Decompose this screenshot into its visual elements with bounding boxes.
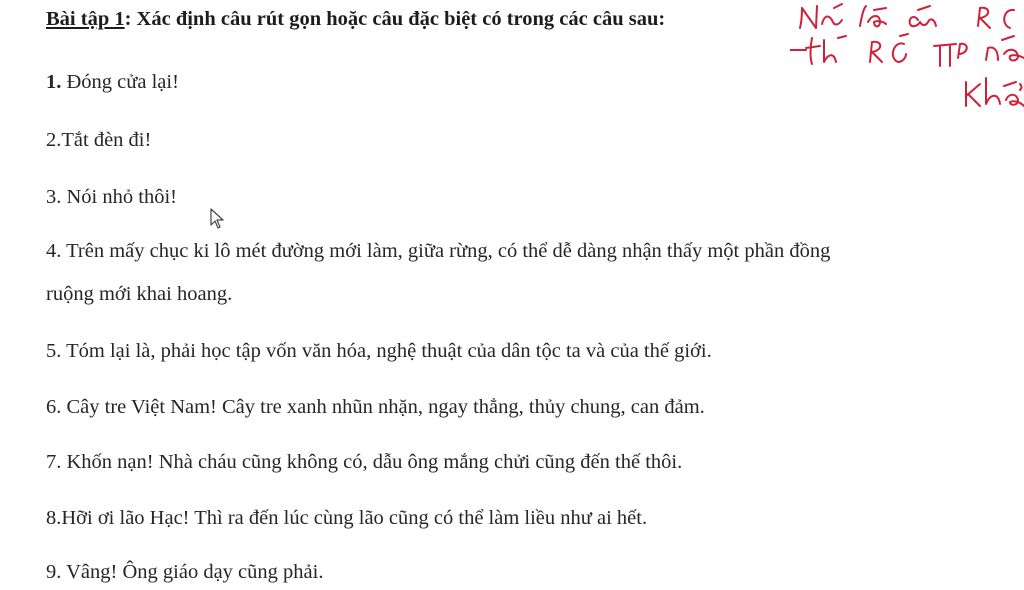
item-number: 5. bbox=[46, 340, 62, 362]
list-item bbox=[46, 129, 151, 152]
item-number: 4. bbox=[46, 240, 62, 262]
item-text: Trên mấy chục ki lô mét đường mới làm, giữa rừng, có thể dễ dàng nhận thấy một phần đồng bbox=[61, 240, 831, 262]
item-text: Cây tre Việt Nam! Cây tre xanh nhũn nhặn, ngay thẳng, thủy chung, can đảm. bbox=[61, 396, 705, 418]
item-number: 1. bbox=[46, 71, 62, 93]
item-number: 3. bbox=[46, 186, 62, 208]
mouse-pointer-icon bbox=[210, 208, 226, 230]
exercise-title-label: Bài tập 1 bbox=[46, 8, 125, 30]
item-text: Đóng cửa lại! bbox=[61, 71, 179, 93]
item-text: Tóm lại là, phải học tập vốn văn hóa, nghệ thuật của dân tộc ta và của thế giới. bbox=[61, 340, 712, 362]
list-item bbox=[46, 507, 647, 530]
item-text-continuation: ruộng mới khai hoang. bbox=[46, 283, 233, 305]
exercise-title bbox=[46, 8, 665, 31]
list-item bbox=[46, 71, 179, 94]
list-item-continuation bbox=[46, 283, 232, 306]
list-item bbox=[46, 451, 682, 474]
exercise-title-text: : Xác định câu rút gọn hoặc câu đặc biệt có trong các câu sau: bbox=[124, 8, 666, 30]
item-number: 7. bbox=[46, 451, 62, 473]
item-number: 2. bbox=[46, 129, 62, 151]
item-text: Vâng! Ông giáo dạy cũng phải. bbox=[61, 561, 324, 583]
list-item bbox=[46, 240, 1010, 263]
item-text: Tắt đèn đi! bbox=[61, 129, 152, 151]
item-number: 9. bbox=[46, 561, 62, 583]
item-text: Khốn nạn! Nhà cháu cũng không có, dẫu ông mắng chửi cũng đến thế thôi. bbox=[61, 451, 683, 473]
item-number: 8. bbox=[46, 507, 62, 529]
list-item bbox=[46, 396, 705, 419]
list-item bbox=[46, 340, 712, 363]
item-number: 6. bbox=[46, 396, 62, 418]
list-item bbox=[46, 186, 177, 209]
item-text: Nói nhỏ thôi! bbox=[61, 186, 177, 208]
list-item bbox=[46, 561, 323, 584]
handwritten-annotation bbox=[790, 0, 1024, 130]
item-text: Hỡi ơi lão Hạc! Thì ra đến lúc cùng lão cũng có thể làm liều như ai hết. bbox=[61, 507, 648, 529]
